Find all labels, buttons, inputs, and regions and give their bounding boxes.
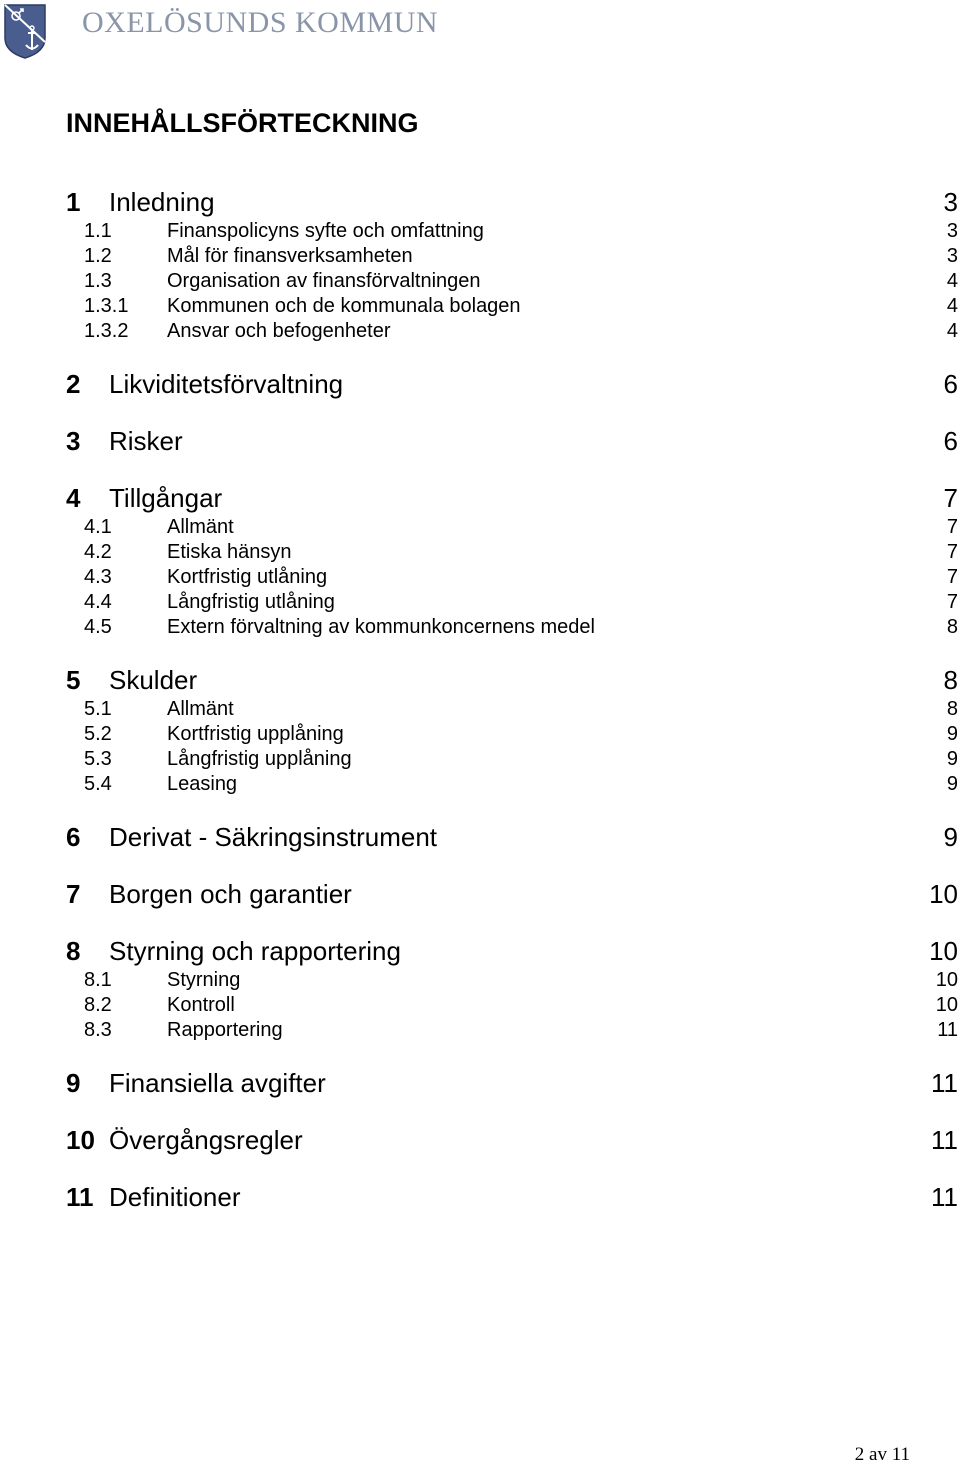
toc-entry-title: Mål för finansverksamheten: [167, 245, 413, 267]
toc-entry-page: 9: [943, 822, 958, 852]
toc-entry-title: Finanspolicyns syfte och omfattning: [167, 220, 484, 242]
toc-chapter-entry[interactable]: [0, 481, 960, 515]
toc-entry-title: Allmänt: [167, 698, 234, 720]
toc-chapter-entry[interactable]: [0, 185, 960, 219]
toc-entry-num: 10: [66, 1125, 95, 1155]
toc-entry-num: 8.1: [84, 969, 112, 991]
toc-entry-title: Kortfristig utlåning: [167, 566, 328, 588]
toc-entry-num: 9: [66, 1068, 81, 1098]
toc-entry-title: Kontroll: [167, 994, 235, 1016]
toc-entry-num: 5.1: [84, 698, 112, 720]
toc-chapter-entry[interactable]: [0, 934, 960, 968]
toc-chapter-entry[interactable]: [0, 1180, 960, 1214]
toc-entry-page: 9: [946, 723, 958, 745]
municipality-name: OXELÖSUNDS KOMMUN: [82, 6, 439, 39]
toc-entry-title: Etiska hänsyn: [167, 541, 292, 563]
toc-entry-page: 7: [946, 516, 958, 538]
toc-entry-title: Borgen och garantier: [109, 879, 352, 909]
toc-chapter-entry[interactable]: [0, 1123, 960, 1157]
toc-entry-title: Leasing: [167, 773, 238, 795]
toc-section-entry[interactable]: [0, 540, 960, 565]
toc-entry-title: Övergångsregler: [109, 1125, 303, 1155]
toc-entry-num: 2: [66, 369, 81, 399]
toc-entry-page: 8: [946, 616, 958, 638]
toc-entry-num: 11: [66, 1182, 94, 1212]
toc-entry-page: 9: [946, 748, 958, 770]
toc-entry-page: 10: [935, 994, 958, 1016]
toc-entry-num: 4.3: [84, 566, 112, 588]
toc-section-entry[interactable]: [0, 1018, 960, 1043]
toc-entry-title: Långfristig utlåning: [167, 591, 335, 613]
toc-chapter-entry[interactable]: [0, 820, 960, 854]
toc-entry-page: 7: [943, 483, 958, 513]
toc-section-entry[interactable]: [0, 294, 960, 319]
toc-entry-title: Risker: [109, 426, 183, 456]
toc-entry-num: 1.3.1: [84, 295, 129, 317]
toc-entry-title: Organisation av finansförvaltningen: [167, 270, 481, 292]
toc-entry-page: 3: [946, 245, 958, 267]
toc-entry-page: 7: [946, 566, 958, 588]
toc-section-entry[interactable]: [0, 615, 960, 640]
toc-section-entry[interactable]: [0, 968, 960, 993]
toc-entry-num: 5.4: [84, 773, 112, 795]
toc-chapter-entry[interactable]: [0, 663, 960, 697]
toc-entry-num: 1.3: [84, 270, 112, 292]
toc-entry-num: 4: [66, 483, 81, 513]
toc-section-entry[interactable]: [0, 244, 960, 269]
toc-entry-page: 7: [946, 591, 958, 613]
toc-entry-page: 11: [931, 1182, 958, 1212]
toc-entry-num: 7: [66, 879, 81, 909]
toc-entry-num: 1.1: [84, 220, 112, 242]
toc-heading: INNEHÅLLSFÖRTECKNING: [66, 108, 419, 138]
toc-entry-title: Allmänt: [167, 516, 234, 538]
toc-entry-title: Likviditetsförvaltning: [109, 369, 344, 399]
toc-section-entry[interactable]: [0, 219, 960, 244]
toc-entry-num: 1.3.2: [84, 320, 129, 342]
toc-entry-num: 5: [66, 665, 81, 695]
toc-chapter-entry[interactable]: [0, 424, 960, 458]
toc-section-entry[interactable]: [0, 993, 960, 1018]
toc-section-entry[interactable]: [0, 515, 960, 540]
toc-entry-num: 6: [66, 822, 81, 852]
toc-chapter-entry[interactable]: [0, 877, 960, 911]
toc-entry-title: Styrning och rapportering: [109, 936, 401, 966]
toc-entry-page: 3: [943, 187, 958, 217]
toc-entry-page: 10: [929, 879, 958, 909]
page-number: 2 av 11: [854, 1444, 910, 1465]
toc-entry-page: 6: [943, 369, 958, 399]
toc-chapter-entry[interactable]: [0, 367, 960, 401]
toc-entry-num: 5.2: [84, 723, 112, 745]
toc-section-entry[interactable]: [0, 747, 960, 772]
toc-entry-title: Styrning: [167, 969, 241, 991]
toc-section-entry[interactable]: [0, 319, 960, 344]
toc-entry-num: 3: [66, 426, 81, 456]
toc-section-entry[interactable]: [0, 565, 960, 590]
toc-section-entry[interactable]: [0, 269, 960, 294]
toc-entry-title: Definitioner: [109, 1182, 241, 1212]
toc-entry-title: Kortfristig upplåning: [167, 723, 344, 745]
toc-entry-title: Tillgångar: [109, 483, 223, 513]
toc-section-entry[interactable]: [0, 590, 960, 615]
toc-entry-page: 3: [946, 220, 958, 242]
toc-entry-title: Kommunen och de kommunala bolagen: [167, 295, 521, 317]
toc-entry-title: Ansvar och befogenheter: [167, 320, 391, 342]
toc-entry-num: 1: [66, 187, 81, 217]
toc-entry-title: Inledning: [109, 187, 215, 217]
toc-entry-num: 4.5: [84, 616, 112, 638]
toc-entry-page: 6: [943, 426, 958, 456]
toc-entry-page: 11: [931, 1125, 958, 1155]
toc-entry-title: Långfristig upplåning: [167, 748, 352, 770]
toc-entry-num: 5.3: [84, 748, 112, 770]
toc-entry-page: 11: [937, 1019, 958, 1041]
toc-entry-page: 11: [931, 1068, 958, 1098]
toc-section-entry[interactable]: [0, 697, 960, 722]
toc-entry-page: 4: [946, 320, 958, 342]
toc-section-entry[interactable]: [0, 772, 960, 797]
toc-chapter-entry[interactable]: [0, 1066, 960, 1100]
toc-entry-page: 4: [946, 295, 958, 317]
toc-entry-page: 8: [946, 698, 958, 720]
toc-entry-page: 4: [946, 270, 958, 292]
toc-entry-page: 7: [946, 541, 958, 563]
toc-entry-num: 8.3: [84, 1019, 112, 1041]
toc-entry-title: Extern förvaltning av kommunkoncernens medel: [167, 616, 595, 638]
toc-entry-num: 8: [66, 936, 81, 966]
toc-entry-title: Skulder: [109, 665, 198, 695]
toc-entry-page: 9: [946, 773, 958, 795]
toc-entry-page: 10: [935, 969, 958, 991]
toc-entry-title: Rapportering: [167, 1019, 283, 1041]
toc-entry-page: 10: [929, 936, 958, 966]
toc-entry-num: 4.4: [84, 591, 112, 613]
toc-entry-num: 4.1: [84, 516, 112, 538]
toc-entry-title: Derivat - Säkringsinstrument: [109, 822, 437, 852]
toc-entry-num: 1.2: [84, 245, 112, 267]
toc-entry-title: Finansiella avgifter: [109, 1068, 326, 1098]
toc-entry-num: 4.2: [84, 541, 112, 563]
toc-section-entry[interactable]: [0, 722, 960, 747]
toc-entry-num: 8.2: [84, 994, 112, 1016]
toc-entry-page: 8: [943, 665, 958, 695]
